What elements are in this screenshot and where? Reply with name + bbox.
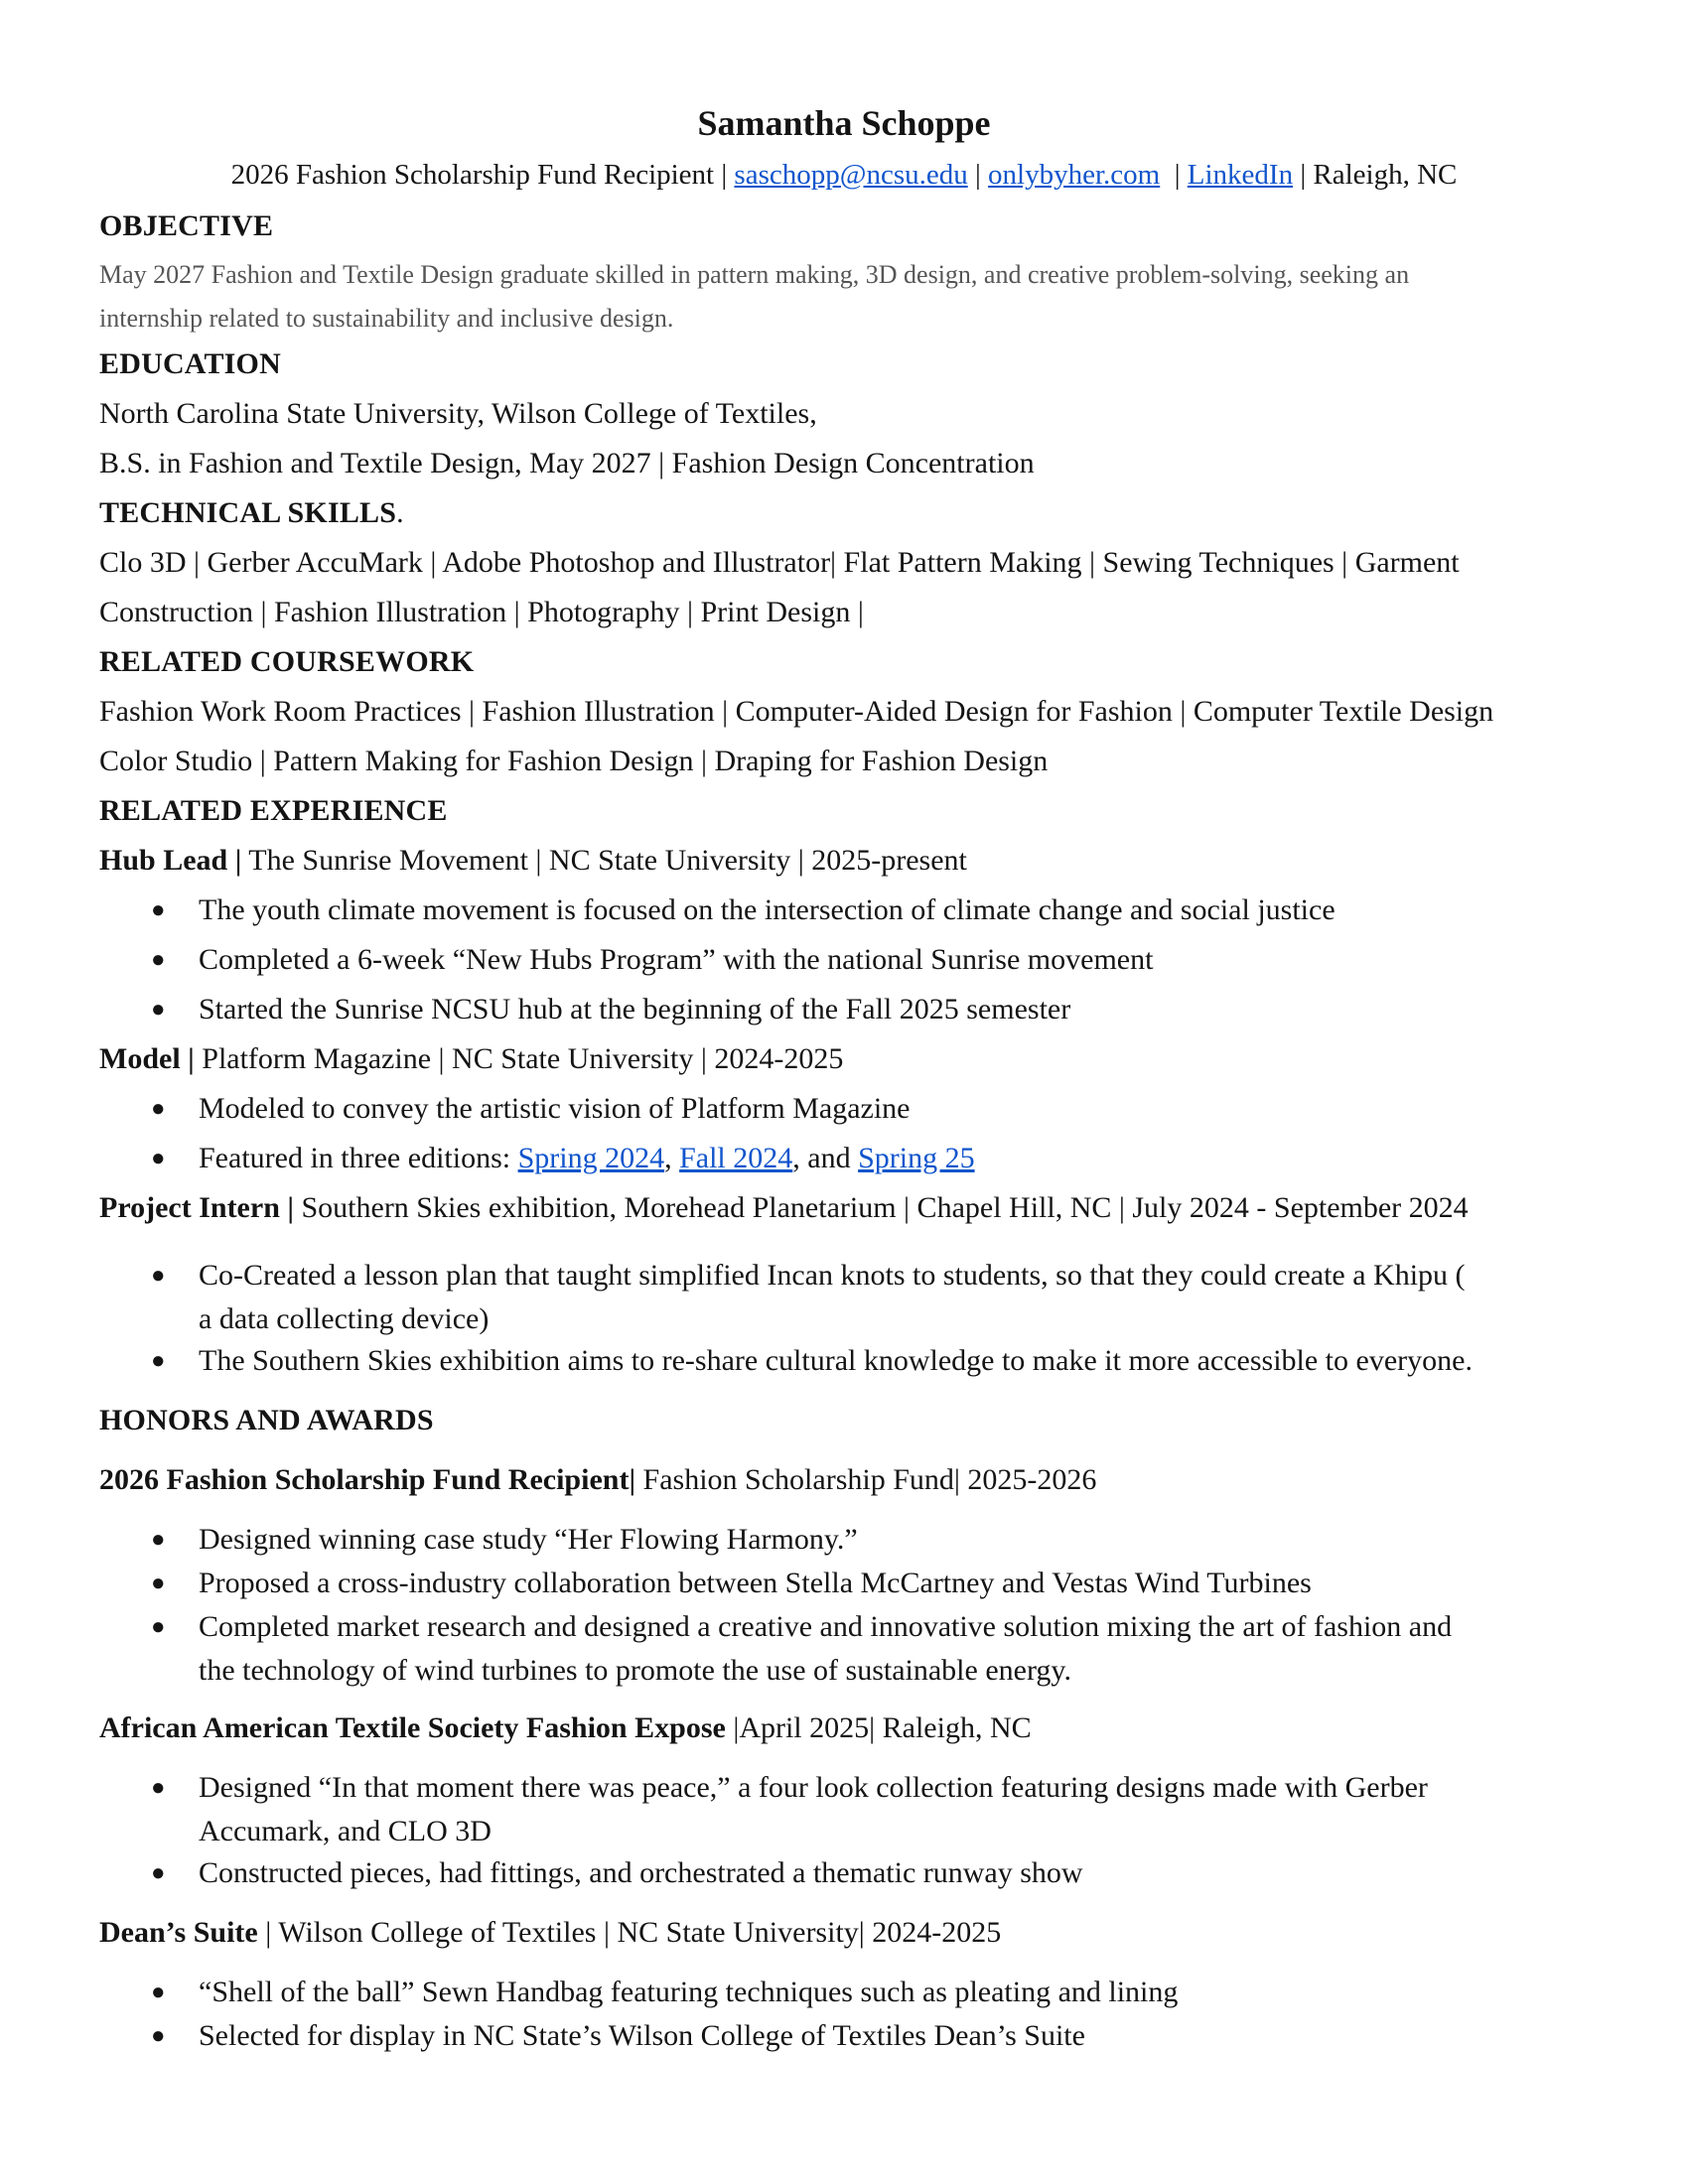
bullet-icon: ● — [151, 1146, 166, 1171]
list-item-continuation: a data collecting device) — [199, 1302, 490, 1335]
skills-line-1: Clo 3D | Gerber AccuMark | Adobe Photoshop and Illustrator| Flat Pattern Making | Sewing Techniques | Garment — [99, 546, 1460, 579]
list-item: Completed market research and designed a creative and innovative solution mixing the art of fashion and — [199, 1610, 1453, 1643]
honors-dean-title: Dean’s Suite | Wilson College of Textiles | NC State University| 2024-2025 — [99, 1916, 1002, 1949]
website-link[interactable]: onlybyher.com — [988, 159, 1161, 191]
education-heading: EDUCATION — [99, 347, 281, 380]
experience-model-title: Model | Platform Magazine | NC State University | 2024-2025 — [99, 1042, 844, 1075]
coursework-line-1: Fashion Work Room Practices | Fashion Illustration | Computer-Aided Design for Fashion | Computer Textile Design — [99, 695, 1494, 728]
list-item: Completed a 6-week “New Hubs Program” with the national Sunrise movement — [199, 943, 1154, 976]
tagline: 2026 Fashion Scholarship Fund Recipient — [230, 159, 715, 191]
list-item-continuation: Accumark, and CLO 3D — [199, 1815, 492, 1847]
spring-2024-link[interactable]: Spring 2024 — [517, 1142, 665, 1174]
experience-intern-title: Project Intern | Southern Skies exhibition, Morehead Planetarium | Chapel Hill, NC | July 2024 - September 2024 — [99, 1191, 1469, 1224]
spring-25-link[interactable]: Spring 25 — [858, 1142, 975, 1174]
bullet-icon: ● — [151, 1860, 166, 1886]
linkedin-link[interactable]: LinkedIn — [1187, 159, 1294, 191]
objective-text-line-1: May 2027 Fashion and Textile Design graduate skilled in pattern making, 3D design, and creative problem-solving, seeking an — [99, 260, 1410, 289]
location: Raleigh, NC — [1313, 159, 1458, 191]
list-item: Constructed pieces, had fittings, and orchestrated a thematic runway show — [199, 1856, 1083, 1889]
education-line-1: North Carolina State University, Wilson College of Textiles, — [99, 397, 817, 430]
list-item: Modeled to convey the artistic vision of Platform Magazine — [199, 1092, 911, 1125]
education-line-2: B.S. in Fashion and Textile Design, May 2027 | Fashion Design Concentration — [99, 447, 1035, 479]
bullet-icon: ● — [151, 1527, 166, 1553]
honors-fsf-title: 2026 Fashion Scholarship Fund Recipient| Fashion Scholarship Fund| 2025-2026 — [99, 1463, 1097, 1496]
experience-hub-title: Hub Lead | The Sunrise Movement | NC State University | 2025-present — [99, 844, 967, 877]
honors-aats-title: African American Textile Society Fashion Expose |April 2025| Raleigh, NC — [99, 1711, 1032, 1744]
list-item: Featured in three editions: Spring 2024, Fall 2024, and Spring 25 — [199, 1142, 975, 1174]
bullet-icon: ● — [151, 2023, 166, 2049]
objective-text-line-2: internship related to sustainability and inclusive design. — [99, 304, 674, 333]
bullet-icon: ● — [151, 1979, 166, 2005]
fall-2024-link[interactable]: Fall 2024 — [679, 1142, 793, 1174]
bullet-icon: ● — [151, 1614, 166, 1640]
bullet-icon: ● — [151, 1348, 166, 1374]
list-item: The Southern Skies exhibition aims to re-share cultural knowledge to make it more accessible to everyone. — [199, 1344, 1473, 1377]
list-item: “Shell of the ball” Sewn Handbag featuring techniques such as pleating and lining — [199, 1976, 1179, 2008]
experience-heading: RELATED EXPERIENCE — [99, 794, 448, 827]
list-item: The youth climate movement is focused on the intersection of climate change and social justice — [199, 893, 1336, 926]
honors-heading: HONORS AND AWARDS — [99, 1404, 434, 1436]
skills-line-2: Construction | Fashion Illustration | Photography | Print Design | — [99, 596, 864, 628]
skills-heading: TECHNICAL SKILLS. — [99, 496, 404, 529]
list-item: Co-Created a lesson plan that taught simplified Incan knots to students, so that they could create a Khipu ( — [199, 1259, 1466, 1292]
list-item: Proposed a cross-industry collaboration between Stella McCartney and Vestas Wind Turbines — [199, 1567, 1312, 1599]
list-item: Designed winning case study “Her Flowing Harmony.” — [199, 1523, 858, 1556]
email-link[interactable]: saschopp@ncsu.edu — [734, 159, 968, 191]
contact-line: 2026 Fashion Scholarship Fund Recipient | saschopp@ncsu.edu | onlybyher.com | LinkedIn | Raleigh, NC — [230, 159, 1458, 191]
bullet-icon: ● — [151, 897, 166, 923]
resume-name: Samantha Schoppe — [697, 103, 991, 143]
bullet-icon: ● — [151, 997, 166, 1023]
list-item: Started the Sunrise NCSU hub at the beginning of the Fall 2025 semester — [199, 993, 1071, 1025]
bullet-icon: ● — [151, 1263, 166, 1289]
list-item-continuation: the technology of wind turbines to promote the use of sustainable energy. — [199, 1654, 1071, 1687]
coursework-heading: RELATED COURSEWORK — [99, 645, 475, 678]
coursework-line-2: Color Studio | Pattern Making for Fashion Design | Draping for Fashion Design — [99, 745, 1049, 777]
bullet-icon: ● — [151, 947, 166, 973]
list-item: Designed “In that moment there was peace,” a four look collection featuring designs made with Gerber — [199, 1771, 1428, 1804]
bullet-icon: ● — [151, 1775, 166, 1801]
bullet-icon: ● — [151, 1096, 166, 1122]
list-item: Selected for display in NC State’s Wilson College of Textiles Dean’s Suite — [199, 2019, 1085, 2052]
objective-heading: OBJECTIVE — [99, 209, 274, 242]
bullet-icon: ● — [151, 1570, 166, 1596]
